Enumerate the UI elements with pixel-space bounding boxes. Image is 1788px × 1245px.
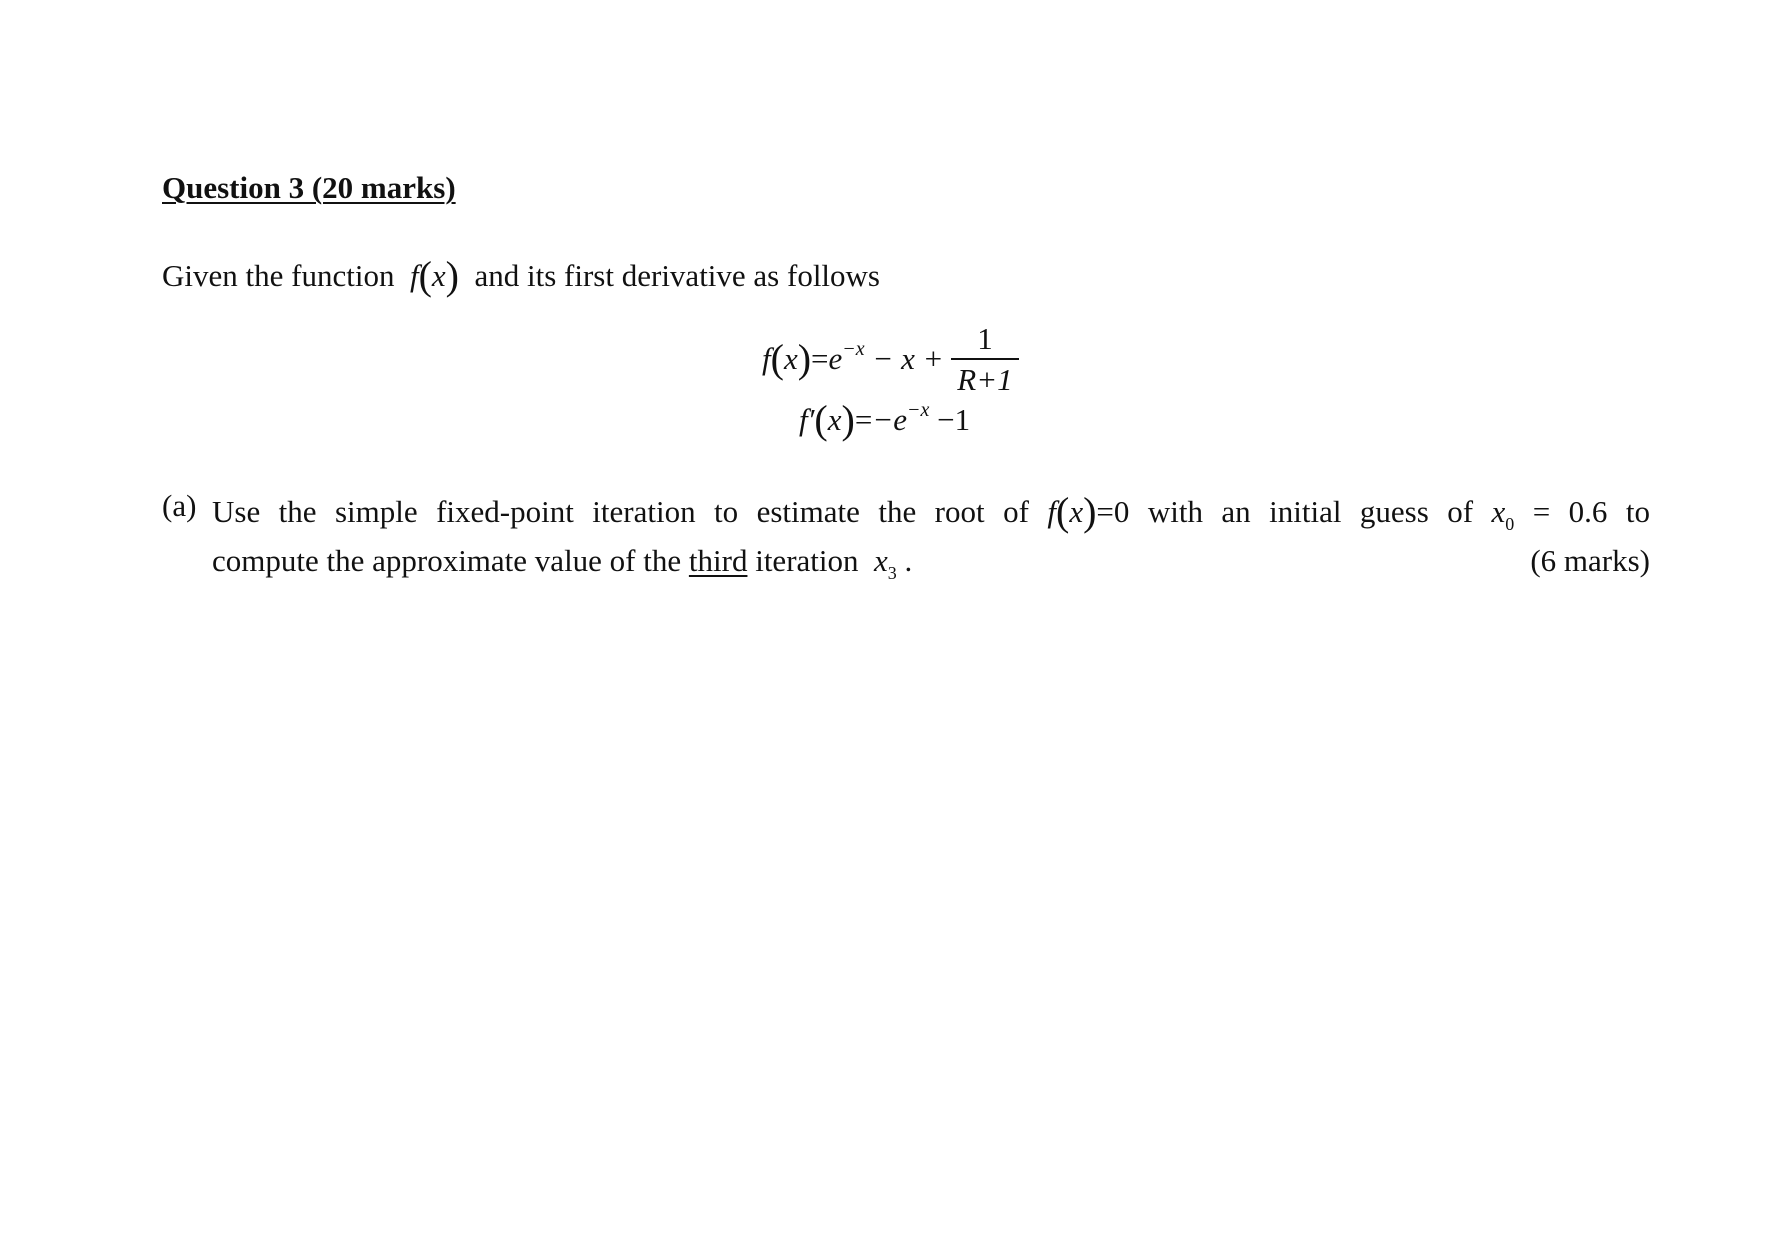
close-paren: ) [841,397,855,442]
root-function-symbol: f [1047,494,1056,529]
question-heading: Question 3 (20 marks) [162,170,456,205]
period: . [904,543,913,578]
function-equation [762,322,1019,402]
x3-variable: x [874,543,888,578]
close-paren: ) [797,336,812,382]
iteration-text: iteration [755,543,859,578]
exp-base: −e [872,402,907,437]
minus-x-plus: − x + [872,341,944,377]
exp-base: e [828,341,843,377]
part-a-line-1 [212,488,1650,535]
part-a-text: Use the simple fixed-point iteration to estimate the root of [212,494,1029,529]
open-paren: ( [418,253,432,298]
intro-rest-text: and its first derivative as follows [474,258,880,293]
equals-sign: = [811,341,829,377]
exp-exponent: −x [842,338,865,361]
fprime-variable: x [827,402,842,437]
part-a-marks: (6 marks) [1530,543,1650,578]
fraction [951,320,1018,400]
fraction-denominator: R+1 [951,358,1018,400]
close-paren: ) [1083,489,1097,534]
intro-text: Given the function [162,258,395,293]
intro-variable: x [431,258,446,293]
intro-line [162,252,880,299]
derivative-equation [799,396,970,443]
compute-text: compute the approximate value of the [212,543,682,578]
close-paren: ) [445,253,459,298]
equals-zero: =0 [1096,494,1130,529]
fraction-numerator: 1 [977,321,993,356]
guess-text: with an initial guess of [1147,494,1474,529]
x3-subscript: 3 [887,563,897,583]
x0-value: = 0.6 [1532,494,1608,529]
f-symbol: f [762,341,771,377]
part-a-label: (a) [162,488,197,523]
equals-sign: = [854,402,873,437]
open-paren: ( [814,397,828,442]
exp-exponent: −x [907,399,930,421]
to-text: to [1625,494,1650,529]
minus-one: −1 [937,402,971,437]
x0-subscript: 0 [1505,514,1515,534]
part-a-line-2 [212,543,913,583]
fprime-symbol: f′ [799,402,815,437]
intro-function-symbol: f [409,258,419,293]
x0-variable: x [1491,494,1506,529]
root-variable: x [1069,494,1084,529]
f-variable: x [783,341,798,377]
underlined-word: third [688,543,748,578]
open-paren: ( [1055,489,1070,534]
open-paren: ( [770,336,784,382]
